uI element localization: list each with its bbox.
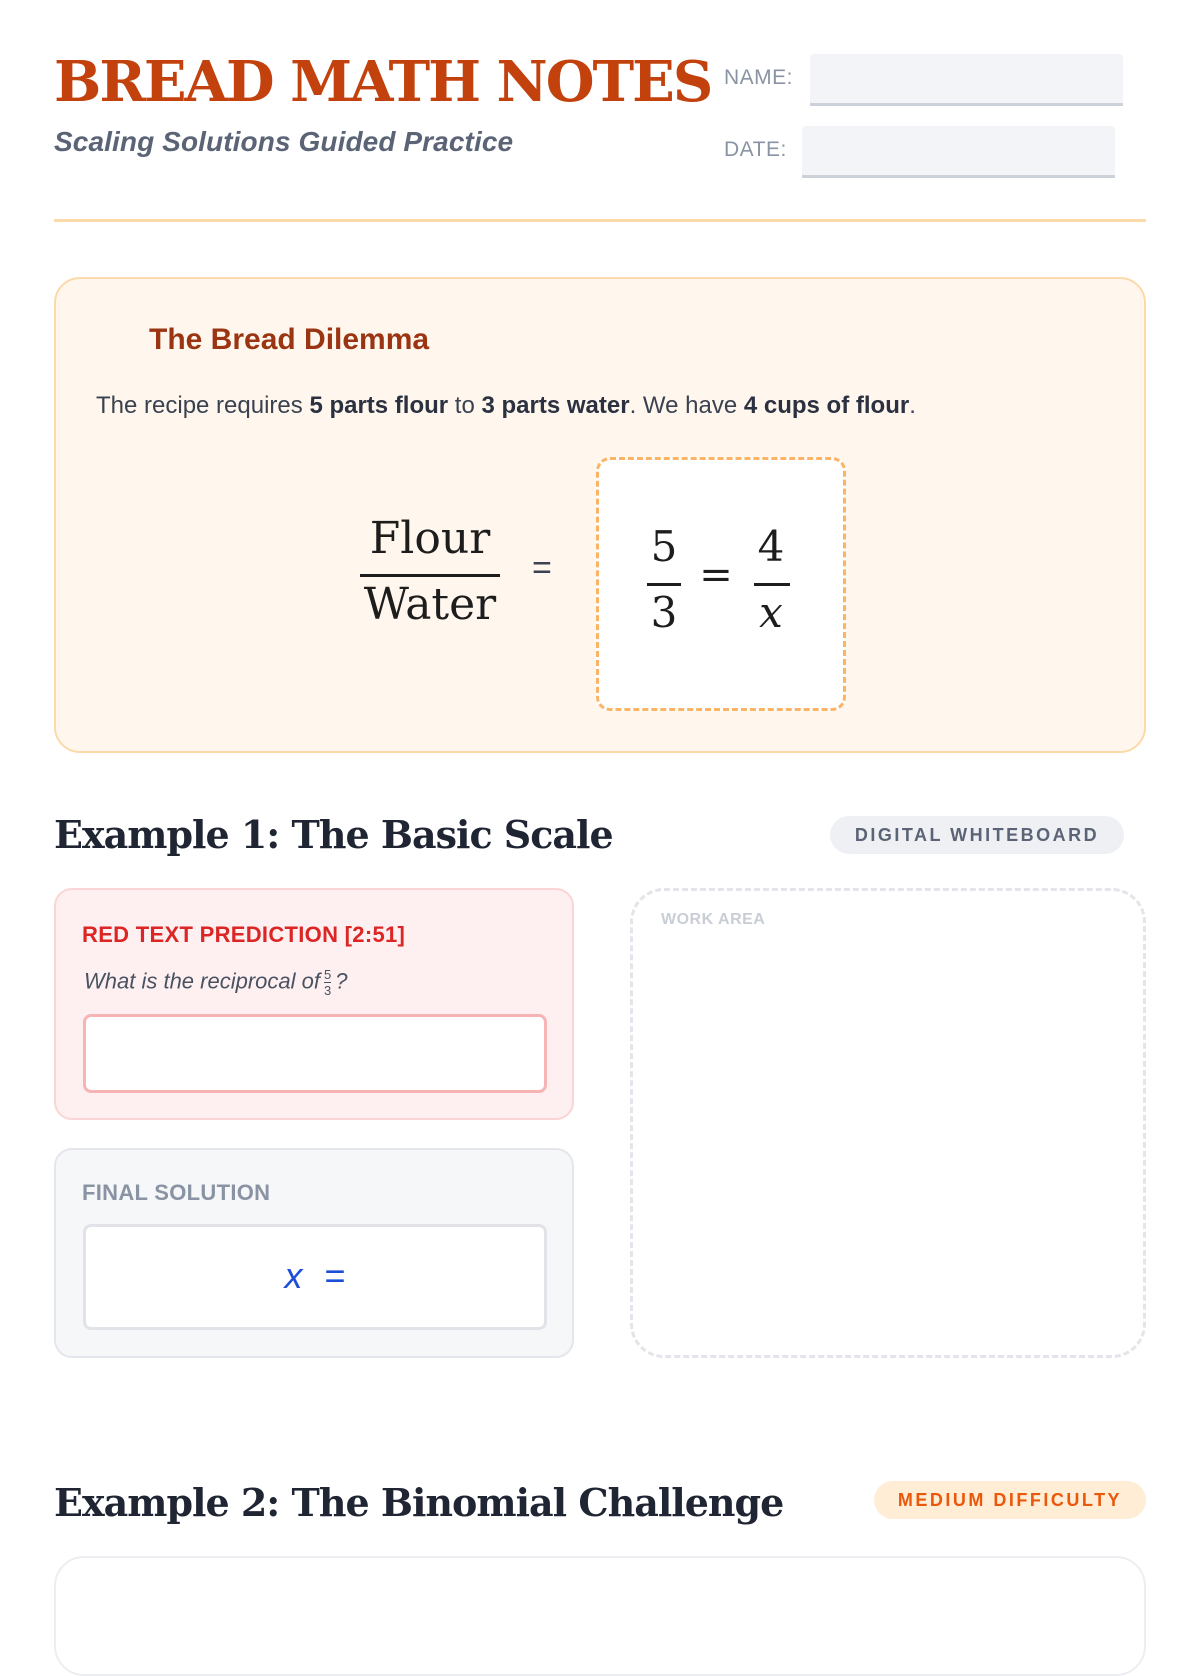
name-field[interactable] bbox=[810, 54, 1123, 106]
prediction-card bbox=[54, 888, 574, 1120]
ratio-equals-sign: = bbox=[532, 549, 552, 587]
example2-title: Example 2: The Binomial Challenge bbox=[54, 1480, 784, 1525]
proportion-box bbox=[596, 457, 846, 711]
proportion-right-numerator: 4 bbox=[757, 522, 785, 571]
page-subtitle: Scaling Solutions Guided Practice bbox=[54, 126, 514, 157]
ratio-denominator: Water bbox=[363, 579, 497, 630]
work-area-canvas[interactable] bbox=[630, 888, 1146, 1358]
page-title: BREAD MATH NOTES bbox=[54, 49, 712, 115]
example1-title: Example 1: The Basic Scale bbox=[54, 812, 613, 857]
final-solution-card bbox=[54, 1148, 574, 1358]
prediction-answer-input[interactable] bbox=[83, 1014, 547, 1093]
dilemma-title: The Bread Dilemma bbox=[149, 323, 430, 356]
proportion-right-denominator: x bbox=[759, 588, 783, 637]
date-field[interactable] bbox=[802, 126, 1115, 178]
name-label: NAME: bbox=[724, 66, 794, 89]
solution-equation: x = bbox=[284, 1255, 346, 1296]
reciprocal-fraction: $\frac{5}{3}$ bbox=[323, 967, 332, 998]
proportion-left-bar bbox=[647, 583, 681, 586]
ratio-numerator: Flour bbox=[369, 513, 491, 564]
prediction-question: What is the reciprocal of $\frac{5}{3}$ ? bbox=[84, 967, 348, 998]
digital-whiteboard-badge: DIGITAL WHITEBOARD bbox=[830, 816, 1124, 854]
final-solution-input[interactable] bbox=[83, 1224, 547, 1330]
ratio-fraction-bar bbox=[360, 574, 500, 577]
date-label: DATE: bbox=[724, 138, 787, 161]
example2-card bbox=[54, 1556, 1146, 1676]
dilemma-text: The recipe requires 5 parts flour to 3 parts water. We have 4 cups of flour. bbox=[96, 392, 916, 419]
medium-difficulty-badge: MEDIUM DIFFICULTY bbox=[874, 1481, 1146, 1519]
proportion-equals-sign: = bbox=[699, 552, 733, 598]
proportion-right-bar bbox=[754, 583, 790, 586]
work-area-label: WORK AREA bbox=[661, 911, 766, 928]
header-divider bbox=[54, 219, 1146, 222]
bread-dilemma-card bbox=[54, 277, 1146, 753]
proportion-left-numerator: 5 bbox=[650, 522, 678, 571]
prediction-title: RED TEXT PREDICTION [2:51] bbox=[82, 922, 406, 947]
final-solution-title: FINAL SOLUTION bbox=[82, 1180, 271, 1205]
proportion-left-denominator: 3 bbox=[650, 588, 678, 637]
